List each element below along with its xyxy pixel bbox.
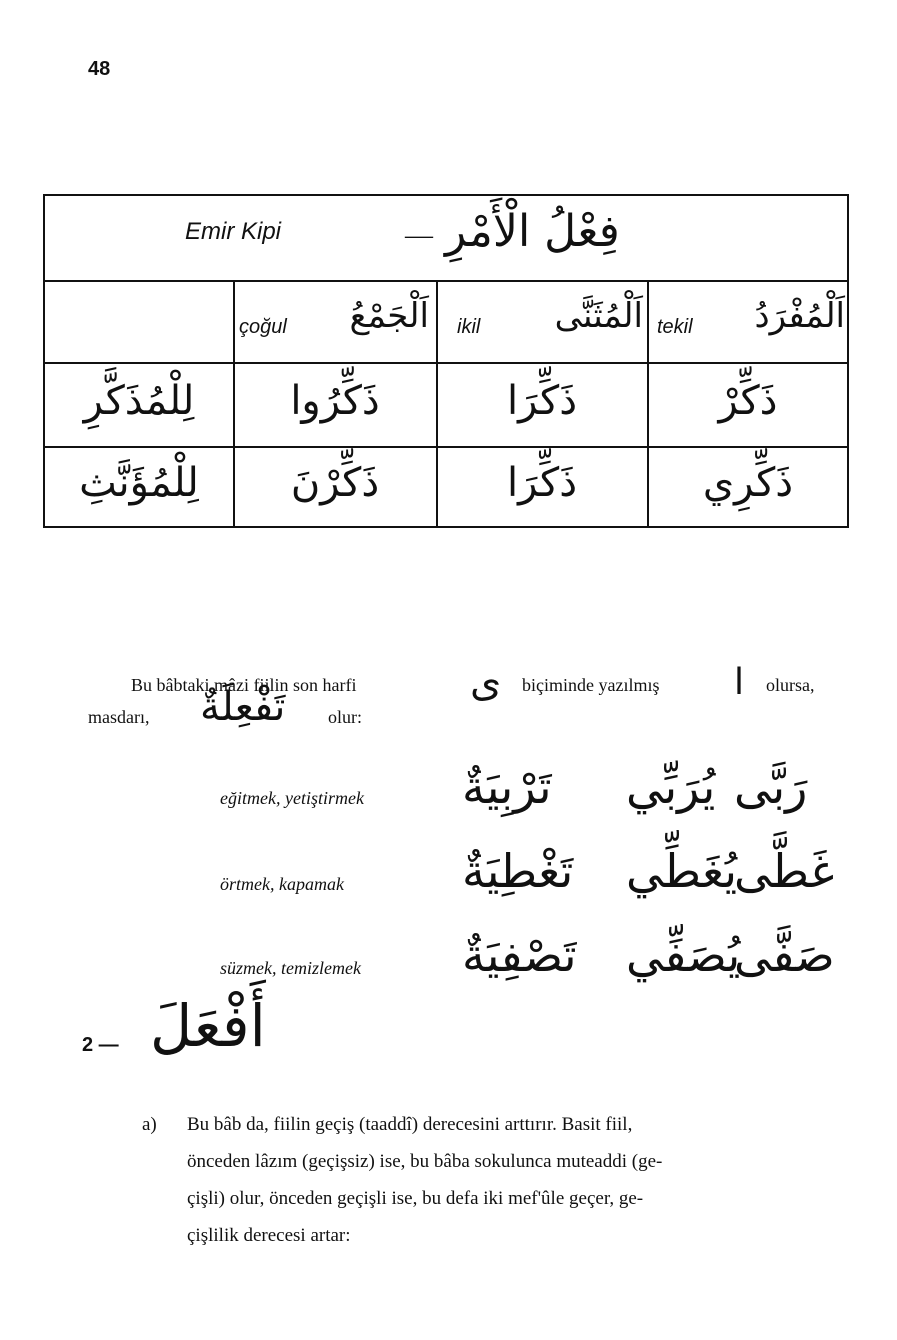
- example-2-meaning: örtmek, kapamak: [220, 874, 344, 894]
- section-number: 2 —: [82, 1034, 119, 1056]
- example-3-meaning: süzmek, temizlemek: [220, 958, 361, 978]
- paragraph-part2: biçiminde yazılmış: [522, 675, 660, 695]
- table-divider: [45, 446, 847, 448]
- table-divider: [45, 280, 847, 282]
- cell-plural-feminine: ذَكِّرْنَ: [290, 460, 380, 506]
- table-title-latin: Emir Kipi: [185, 218, 282, 245]
- example-1-masdar: تَرْبِيَةٌ: [462, 760, 552, 814]
- example-2-masdar: تَغْطِيَةٌ: [462, 844, 574, 898]
- table-title-arabic: فِعْلُ الْأَمْرِ: [445, 206, 620, 257]
- paragraph-part1: Bu bâbtaki mâzi fiilin son harfi: [131, 675, 357, 695]
- example-2-madi: غَطَّى: [734, 844, 835, 898]
- item-a-line: önceden lâzım (geçişsiz) ise, bu bâba sokulunca muteaddi (ge-: [187, 1151, 663, 1172]
- example-3-masdar: تَصْفِيَةٌ: [462, 928, 577, 982]
- cell-dual-feminine: ذَكِّرَا: [506, 460, 578, 506]
- imperative-table: [43, 194, 849, 528]
- row-label-feminine: لِلْمُؤَنَّثِ: [79, 460, 199, 506]
- example-1-meaning: eğitmek, yetiştirmek: [220, 788, 364, 808]
- paragraph-part5: olur:: [328, 707, 362, 727]
- paragraph-masdar-form: تَفْعِلَةٌ: [200, 684, 286, 730]
- item-a-text: [187, 1106, 847, 1254]
- example-3-mudari: يُصَفِّي: [626, 928, 741, 982]
- example-1-mudari: يُرَبِّي: [626, 760, 716, 814]
- example-2-mudari: يُغَطِّي: [626, 844, 738, 898]
- example-3-madi: صَفَّى: [734, 928, 835, 982]
- cell-singular-feminine: ذَكِّرِي: [702, 460, 794, 506]
- header-singular-arabic: اَلْمُفْرَدُ: [754, 296, 845, 336]
- paragraph-letter-alif: ا: [734, 662, 745, 703]
- header-plural-latin: çoğul: [239, 316, 287, 338]
- item-a-marker: a): [142, 1114, 157, 1135]
- cell-dual-masculine: ذَكِّرَا: [506, 378, 578, 424]
- cell-plural-masculine: ذَكِّرُوا: [290, 378, 380, 424]
- item-a-line: çişli) olur, önceden geçişli ise, bu defa iki mef'ûle geçer, ge-: [187, 1188, 644, 1209]
- paragraph-letter-ya: ى: [470, 660, 502, 706]
- paragraph-part4: masdarı,: [88, 707, 150, 727]
- header-dual-latin: ikil: [457, 316, 481, 338]
- item-a-line: Bu bâb da, fiilin geçiş (taaddî) derecesini arttırır. Basit fiil,: [187, 1114, 633, 1135]
- table-divider: [45, 362, 847, 364]
- header-singular-latin: tekil: [657, 316, 693, 338]
- example-1-madi: رَبَّى: [734, 760, 808, 814]
- table-title-dash: —: [405, 220, 433, 251]
- row-label-masculine: لِلْمُذَكَّرِ: [83, 378, 195, 424]
- page-number: 48: [88, 58, 111, 80]
- header-plural-arabic: اَلْجَمْعُ: [349, 296, 429, 336]
- header-dual-arabic: اَلْمُثَنَّى: [554, 296, 643, 336]
- paragraph-part3: olursa,: [766, 675, 815, 695]
- item-a-line: çişlilik derecesi artar:: [187, 1225, 351, 1246]
- cell-singular-masculine: ذَكِّرْ: [718, 378, 778, 424]
- section-arabic-pattern: أَفْعَلَ: [150, 992, 266, 1060]
